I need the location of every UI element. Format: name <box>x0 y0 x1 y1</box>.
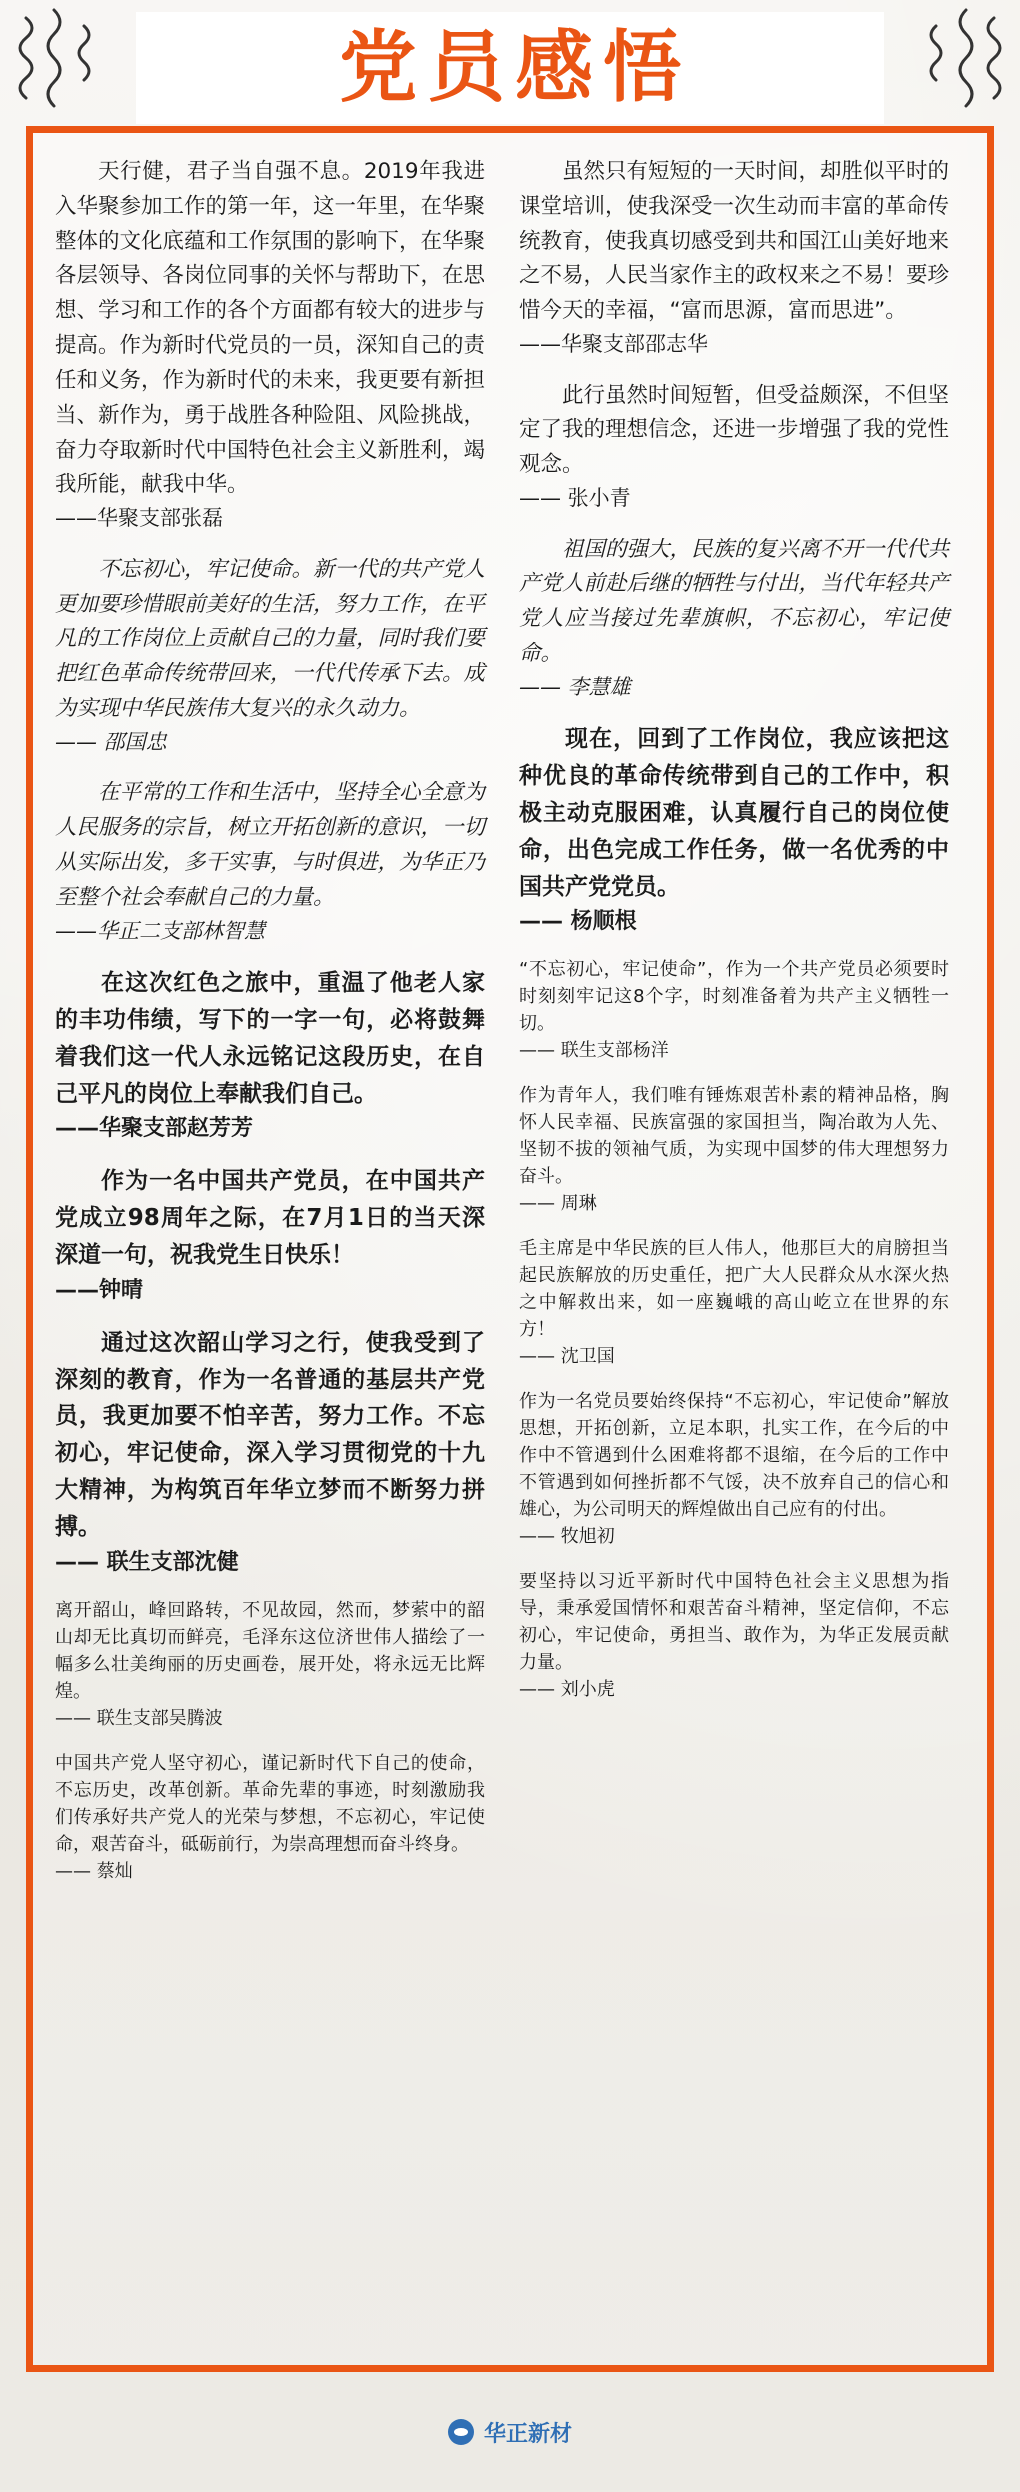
entry-text: “不忘初心，牢记使命”，作为一个共产党员必须要时时刻刻牢记这8个字，时刻准备着为共产主义牺牲一切。 <box>519 959 949 1035</box>
testimonial-entry <box>55 553 485 759</box>
testimonial-entry <box>55 1325 485 1579</box>
testimonial-entry <box>55 776 485 947</box>
account-name: 华正新材 <box>483 2421 572 2447</box>
testimonial-entry <box>55 965 485 1145</box>
content-inner <box>33 133 987 2365</box>
entry-signature: —— 张小青 <box>519 486 631 511</box>
testimonial-entry <box>519 1388 949 1550</box>
entry-signature: —— 联生支部吴腾波 <box>55 1707 223 1729</box>
right-column <box>519 155 949 2355</box>
testimonial-entry <box>519 1235 949 1370</box>
entry-text: 作为一名中国共产党员，在中国共产党成立98周年之际，在7月1日的当天深深道一句，祝我党生日快乐！ <box>55 1168 485 1269</box>
testimonial-entry <box>55 1597 485 1732</box>
testimonial-entry <box>519 155 949 361</box>
entry-text: 天行健，君子当自强不息。2019年我进入华聚参加工作的第一年，这一年里，在华聚整体的文化底蕴和工作氛围的影响下，在华聚各层领导、各岗位同事的关怀与帮助下，在思想、学习和工作的各个方面都有较大的进步与提高。作为新时代党员的一员，深知自己的责任和义务，作为新时代的未来，我更要有新担当、新作为，勇于战胜各种险阻、风险挑战，奋力夺取新时代中国特色社会主义新胜利，竭我所能，献我中华。 <box>55 159 486 498</box>
testimonial-entry <box>55 1750 485 1885</box>
left-column <box>55 155 485 2355</box>
entry-signature: —— 杨顺根 <box>519 909 637 935</box>
entry-text: 在这次红色之旅中，重温了他老人家的丰功伟绩，写下的一字一句，必将鼓舞着我们这一代人永远铭记这段历史，在自己平凡的岗位上奉献我们自己。 <box>55 970 485 1107</box>
poster-footer <box>0 2372 1020 2492</box>
content-frame <box>26 126 994 2372</box>
entry-signature: ——华聚支部邵志华 <box>519 332 708 357</box>
wechat-account[interactable] <box>448 2417 572 2448</box>
poster-header <box>0 0 1020 136</box>
entry-text: 虽然只有短短的一天时间，却胜似平时的课堂培训，使我深受一次生动而丰富的革命传统教育，使我真切感受到共和国江山美好地来之不易，人民当家作主的政权来之不易！要珍惜今天的幸福，“富而思源，富而思进”。 <box>519 159 950 324</box>
entry-signature: —— 牧旭初 <box>519 1526 615 1548</box>
entry-text: 作为青年人，我们唯有锤炼艰苦朴素的精神品格，胸怀人民幸福、民族富强的家国担当，陶冶敢为人先、坚韧不拔的领袖气质，为实现中国梦的伟大理想努力奋斗。 <box>519 1085 949 1188</box>
entry-text: 在平常的工作和生活中，坚持全心全意为人民服务的宗旨，树立开拓创新的意识，一切从实际出发，多干实事，与时俱进，为华正乃至整个社会奉献自己的力量。 <box>55 780 486 910</box>
testimonial-entry <box>519 721 949 938</box>
testimonial-entry <box>519 379 949 515</box>
entry-signature: —— 联生支部沈健 <box>55 1549 239 1575</box>
testimonial-entry <box>55 1163 485 1306</box>
testimonial-entry <box>519 1568 949 1703</box>
testimonial-entry <box>55 155 485 535</box>
testimonial-entry <box>519 956 949 1064</box>
entry-text: 通过这次韶山学习之行，使我受到了深刻的教育，作为一名普通的基层共产党员，我更加要不怕辛苦，努力工作。不忘初心，牢记使命，深入学习贯彻党的十九大精神，为构筑百年华立梦而不断努力拼搏。 <box>55 1329 485 1540</box>
entry-text: 毛主席是中华民族的巨人伟人，他那巨大的肩膀担当起民族解放的历史重任，把广大人民群众从水深火热之中解救出来，如一座巍峨的高山屹立在世界的东方！ <box>519 1238 949 1341</box>
entry-signature: —— 周琳 <box>519 1193 597 1215</box>
squiggle-decoration-left <box>8 6 128 126</box>
wechat-icon <box>448 2419 474 2445</box>
entry-signature: ——华正二支部林智慧 <box>55 918 265 943</box>
entry-signature: ——华聚支部赵芳芳 <box>55 1116 254 1142</box>
entry-signature: ——华聚支部张磊 <box>55 506 223 531</box>
entry-signature: —— 李慧雄 <box>519 674 631 699</box>
entry-signature: —— 邵国忠 <box>55 729 167 754</box>
testimonial-entry <box>519 533 949 704</box>
entry-text: 此行虽然时间短暂，但受益颇深，不但坚定了我的理想信念，还进一步增强了我的党性观念。 <box>519 382 950 478</box>
entry-signature: ——钟晴 <box>55 1277 144 1303</box>
entry-text: 中国共产党人坚守初心，谨记新时代下自己的使命，不忘历史，改革创新。革命先辈的事迹，时刻激励我们传承好共产党人的光荣与梦想，不忘初心，牢记使命，艰苦奋斗，砥砺前行，为崇高理想而奋斗终身。 <box>55 1752 485 1855</box>
entry-text: 离开韶山，峰回路转，不见故园，然而，梦萦中的韶山却无比真切而鲜亮，毛泽东这位济世伟人描绘了一幅多么壮美绚丽的历史画卷，展开处，将永远无比辉煌。 <box>55 1599 485 1702</box>
entry-text: 要坚持以习近平新时代中国特色社会主义思想为指导，秉承爱国情怀和艰苦奋斗精神，坚定信仰，不忘初心，牢记使命，勇担当、敢作为，为华正发展贡献力量。 <box>519 1571 949 1674</box>
entry-signature: —— 刘小虎 <box>519 1679 615 1701</box>
entry-signature: —— 蔡灿 <box>55 1860 133 1882</box>
entry-text: 不忘初心，牢记使命。新一代的共产党人更加要珍惜眼前美好的生活，努力工作，在平凡的工作岗位上贡献自己的力量，同时我们要把红色革命传统带回来，一代代传承下去。成为实现中华民族伟大复兴的永久动力。 <box>55 556 486 722</box>
entry-text: 作为一名党员要始终保持“不忘初心，牢记使命”解放思想，开拓创新，立足本职，扎实工作，在今后的中作中不管遇到什么困难将都不退缩，在今后的工作中不管遇到如何挫折都不气馁，决不放弃自己的信心和雄心，为公司明天的辉煌做出自己应有的付出。 <box>519 1391 949 1521</box>
entry-text: 祖国的强大，民族的复兴离不开一代代共产党人前赴后继的牺牲与付出，当代年轻共产党人应当接过先辈旗帜，不忘初心，牢记使命。 <box>519 536 950 667</box>
testimonial-entry <box>519 1082 949 1217</box>
entry-signature: —— 沈卫国 <box>519 1346 615 1368</box>
squiggle-decoration-right <box>892 6 1012 126</box>
two-column-layout <box>55 155 965 2355</box>
title-plate <box>136 12 884 124</box>
page-title: 党员感悟 <box>338 23 691 113</box>
entry-text: 现在，回到了工作岗位，我应该把这种优良的革命传统带到自己的工作中，积极主动克服困难，认真履行自己的岗位使命，出色完成工作任务，做一名优秀的中国共产党党员。 <box>519 726 949 900</box>
entry-signature: —— 联生支部杨洋 <box>519 1040 669 1062</box>
